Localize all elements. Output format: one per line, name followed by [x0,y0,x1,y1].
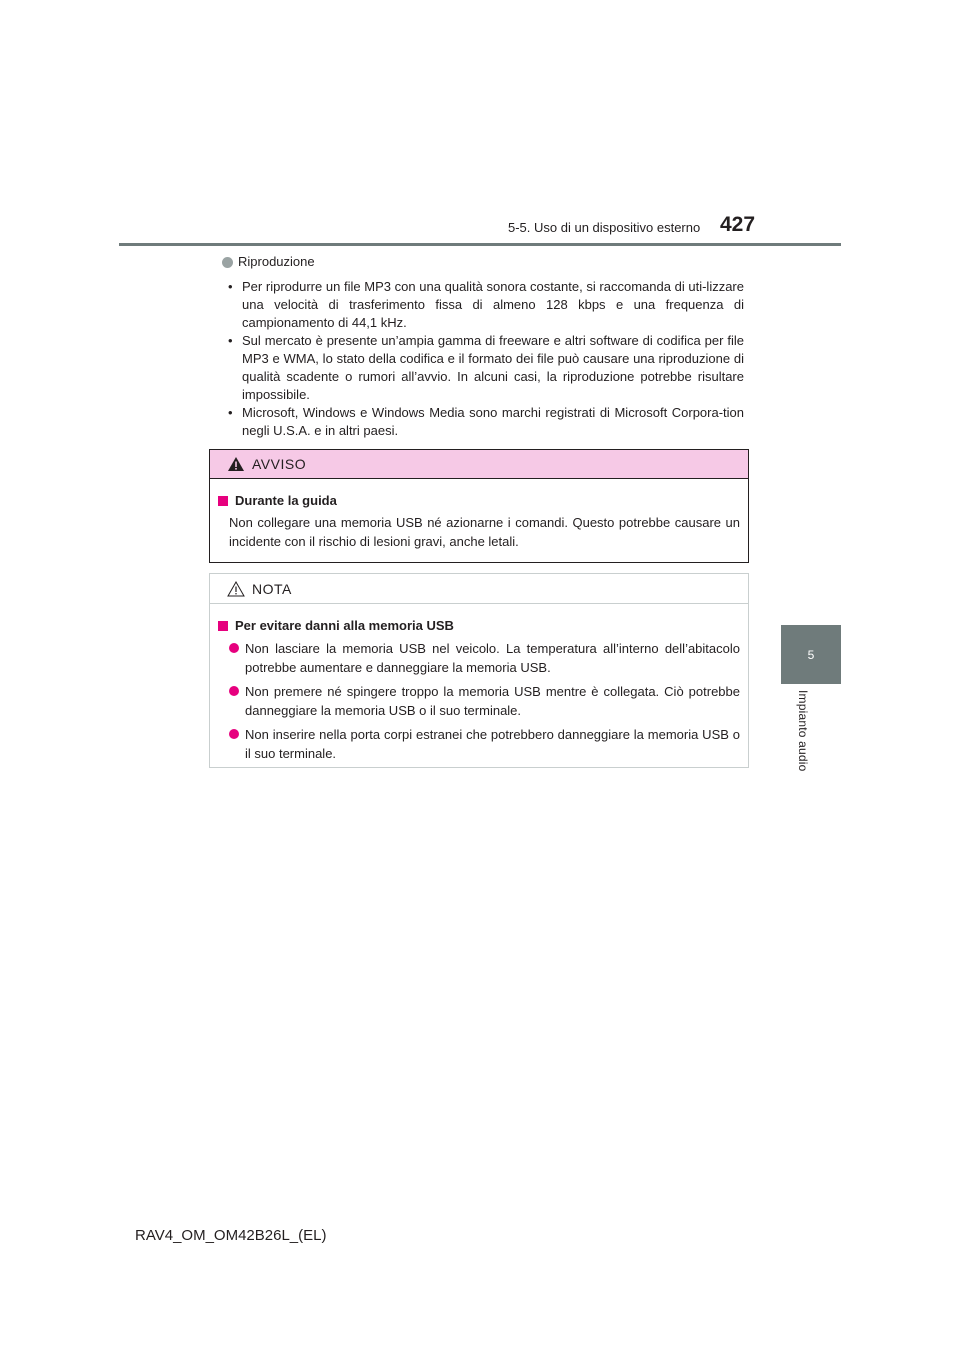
note-item-text: Non lasciare la memoria USB nel veicolo. La temperatura all’interno dell’abitacolo potrebbe aumentare e danneggiare la memoria USB. [245,641,740,675]
section-heading [222,253,744,271]
main-content [222,253,744,440]
list-item: • Sul mercato è presente un’ampia gamma di freeware e altri software di codifica per file MP3 e WMA, lo stato della codifica e il formato dei file può causare una riproduzione di qualità scadente o rumori all’avvio. In alcuni casi, la riproduzione potrebbe risultare impossibile. [222,332,744,404]
section-heading-text: Riproduzione [238,254,315,269]
document-code: RAV4_OM_OM42B26L_(EL) [135,1227,327,1244]
warning-heading-text: Durante la guida [235,493,337,508]
note-list [218,639,740,763]
chapter-tab [781,625,841,684]
note-heading-text: Per evitare danni alla memoria USB [235,618,454,633]
note-item [218,725,740,763]
note-item-text: Non inserire nella porta corpi estranei che potrebbero danneggiare la memoria USB o il suo terminale. [245,727,740,761]
bullet-circle-icon [229,686,239,696]
header-divider [119,243,841,246]
note-heading [218,616,740,635]
square-bullet-icon [218,621,228,631]
note-item [218,682,740,720]
warning-box [209,449,749,563]
bullet-circle-icon [229,643,239,653]
chapter-number: 5 [807,647,815,662]
warning-triangle-icon [227,456,245,472]
note-item-text: Non premere né spingere troppo la memoria USB mentre è collegata. Ciò potrebbe danneggiare la memoria USB o il suo terminale. [245,684,740,718]
caution-triangle-icon [227,581,245,597]
warning-header [210,450,748,479]
note-header [210,574,748,604]
warning-title: AVVISO [252,456,307,472]
note-box [209,573,749,768]
section-title: 5-5. Uso di un dispositivo esterno [508,220,701,235]
item-list [222,278,744,440]
warning-heading [218,491,740,510]
note-body [210,604,748,763]
chapter-label: Impianto audio [796,690,810,772]
note-title: NOTA [252,580,292,597]
bullet-circle-icon [229,729,239,739]
note-item [218,639,740,677]
warning-body [210,479,748,551]
list-item: • Per riprodurre un file MP3 con una qualità sonora costante, si raccomanda di uti-lizzare una velocità di trasferimento fissa di almeno 128 kbps e una frequenza di campionamento di 44,1 kHz. [222,278,744,332]
warning-text: Non collegare una memoria USB né azionarne i comandi. Questo potrebbe causare un incidente con il rischio di lesioni gravi, anche letali. [229,515,740,549]
list-item: • Microsoft, Windows e Windows Media sono marchi registrati di Microsoft Corpora-tion negli U.S.A. e in altri paesi. [222,404,744,440]
square-bullet-icon [218,496,228,506]
bullet-circle-icon [222,257,233,268]
page-number: 427 [720,213,756,236]
